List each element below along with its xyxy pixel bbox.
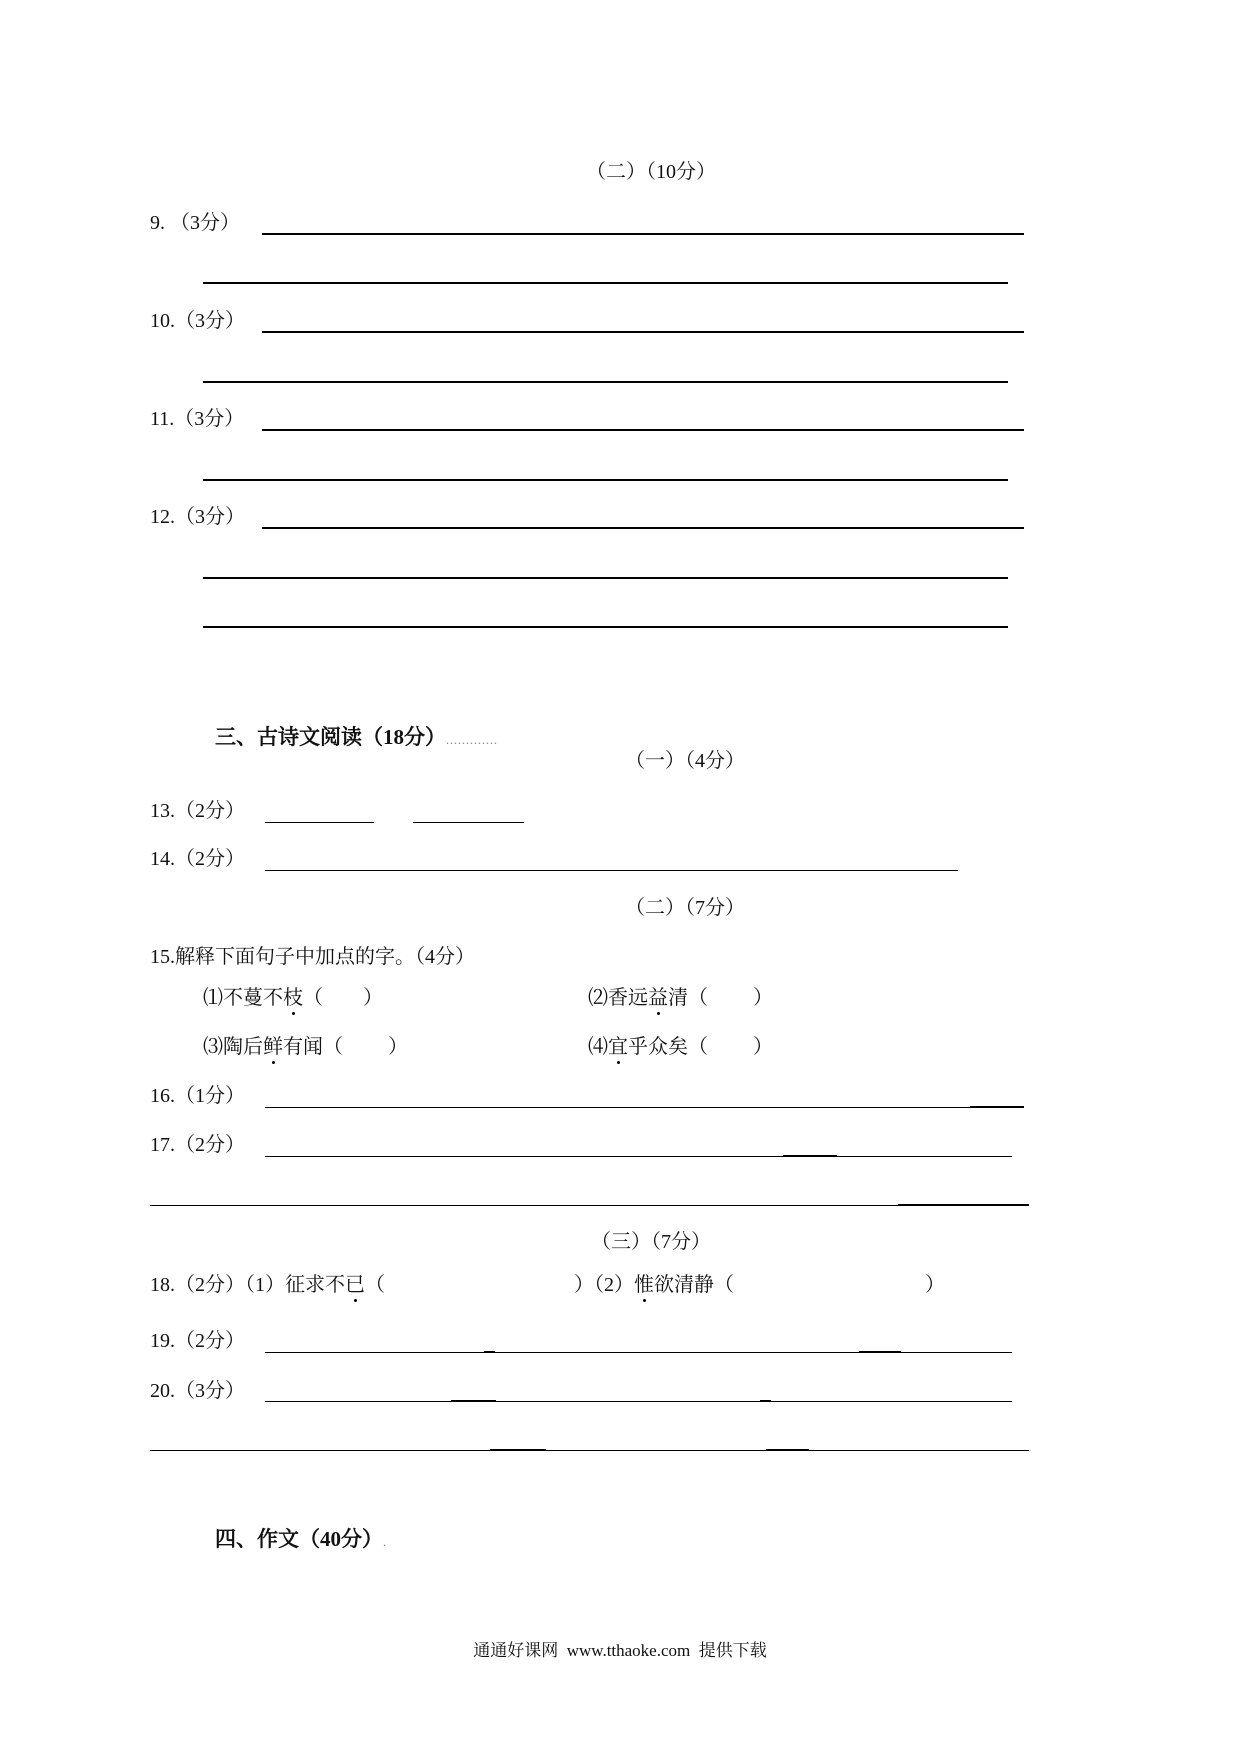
- answer-line[interactable]: [265, 1107, 1024, 1108]
- answer-parentheses: 清（ ）: [668, 987, 773, 1009]
- answer-line[interactable]: [262, 233, 1024, 235]
- line-segment: [783, 1155, 837, 1157]
- item-text: ⑶陶后: [203, 1036, 263, 1058]
- dotted-character: 已: [345, 1274, 365, 1296]
- footer-text: 通通好课网 www.tthaoke.com 提供下载: [473, 1641, 767, 1660]
- question-15-item-3[interactable]: [203, 1035, 408, 1059]
- question-14-label: 14.（2分）: [150, 848, 245, 870]
- item-text: ⑴不蔓不: [203, 987, 283, 1009]
- line-segment: [970, 1106, 1024, 1108]
- dotted-character: 宜: [608, 1036, 628, 1058]
- answer-line[interactable]: [265, 1156, 1012, 1157]
- section-subheading: （二）（10分）: [586, 161, 716, 183]
- page-footer: [0, 1640, 1240, 1662]
- section-subheading: （一）（4分）: [625, 750, 745, 772]
- answer-line[interactable]: [262, 331, 1024, 333]
- answer-blank[interactable]: [413, 822, 524, 823]
- answer-line[interactable]: [265, 870, 958, 871]
- answer-line[interactable]: [203, 282, 1008, 284]
- line-segment: [451, 1400, 496, 1402]
- section-heading-composition: [205, 1503, 387, 1554]
- question-16-label: 16.（1分）: [150, 1085, 245, 1107]
- question-15-prompt: 15.解释下面句子中加点的字。（4分）: [150, 946, 475, 968]
- answer-line[interactable]: [262, 429, 1024, 431]
- answer-line[interactable]: [203, 626, 1008, 628]
- line-segment: [898, 1204, 1029, 1206]
- dotted-character: 益: [648, 987, 668, 1009]
- dotted-character: 枝: [283, 987, 303, 1009]
- section-heading-title: 三、古诗文阅读（18分）: [215, 725, 446, 749]
- question-11-label: 11.（3分）: [150, 408, 245, 430]
- question-15-item-1[interactable]: [203, 986, 383, 1010]
- section-heading-trail: .............: [446, 733, 498, 747]
- open-parenthesis: （: [365, 1274, 385, 1296]
- question-15-item-2[interactable]: [588, 986, 773, 1010]
- answer-parentheses: 乎众矣（ ）: [628, 1036, 773, 1058]
- answer-line[interactable]: [150, 1450, 1029, 1451]
- section-subheading: （二）（7分）: [625, 897, 745, 919]
- answer-line[interactable]: [265, 1401, 1012, 1402]
- line-segment: [484, 1351, 495, 1353]
- item-text: ⑷: [588, 1036, 608, 1058]
- section-subheading: （三）（7分）: [591, 1231, 711, 1253]
- dotted-character: 惟: [634, 1274, 654, 1296]
- dotted-character: 鲜: [263, 1036, 283, 1058]
- question-15-item-4[interactable]: [588, 1035, 773, 1059]
- question-18-text: 18.（2分）（1）征求不: [150, 1274, 345, 1296]
- question-10-label: 10.（3分）: [150, 310, 245, 332]
- question-18-text: 欲清静（: [654, 1274, 734, 1296]
- question-19-label: 19.（2分）: [150, 1330, 245, 1352]
- section-heading-trail: .: [383, 1535, 387, 1549]
- answer-blank[interactable]: [265, 822, 374, 823]
- question-18-part-1[interactable]: [150, 1273, 385, 1297]
- line-segment: [859, 1351, 901, 1353]
- line-segment: [766, 1449, 809, 1451]
- answer-line[interactable]: [262, 527, 1024, 529]
- close-parenthesis: ）: [925, 1274, 945, 1296]
- question-18-text: ）（2）: [574, 1274, 634, 1296]
- question-9-label: 9. （3分）: [150, 212, 240, 234]
- question-18-part-2[interactable]: [574, 1273, 734, 1297]
- item-text: ⑵香远: [588, 987, 648, 1009]
- line-segment: [760, 1400, 771, 1402]
- answer-line[interactable]: [203, 381, 1008, 383]
- question-20-label: 20.（3分）: [150, 1380, 245, 1402]
- answer-line[interactable]: [203, 577, 1008, 579]
- section-heading-title: 四、作文（40分）: [215, 1527, 383, 1551]
- question-13-label: 13.（2分）: [150, 800, 245, 822]
- answer-parentheses: （ ）: [303, 987, 383, 1009]
- line-segment: [490, 1449, 546, 1451]
- answer-parentheses: 有闻（ ）: [283, 1036, 408, 1058]
- question-17-label: 17.（2分）: [150, 1134, 245, 1156]
- question-12-label: 12.（3分）: [150, 506, 245, 528]
- answer-line[interactable]: [203, 479, 1008, 481]
- section-heading-classical-reading: [205, 701, 498, 752]
